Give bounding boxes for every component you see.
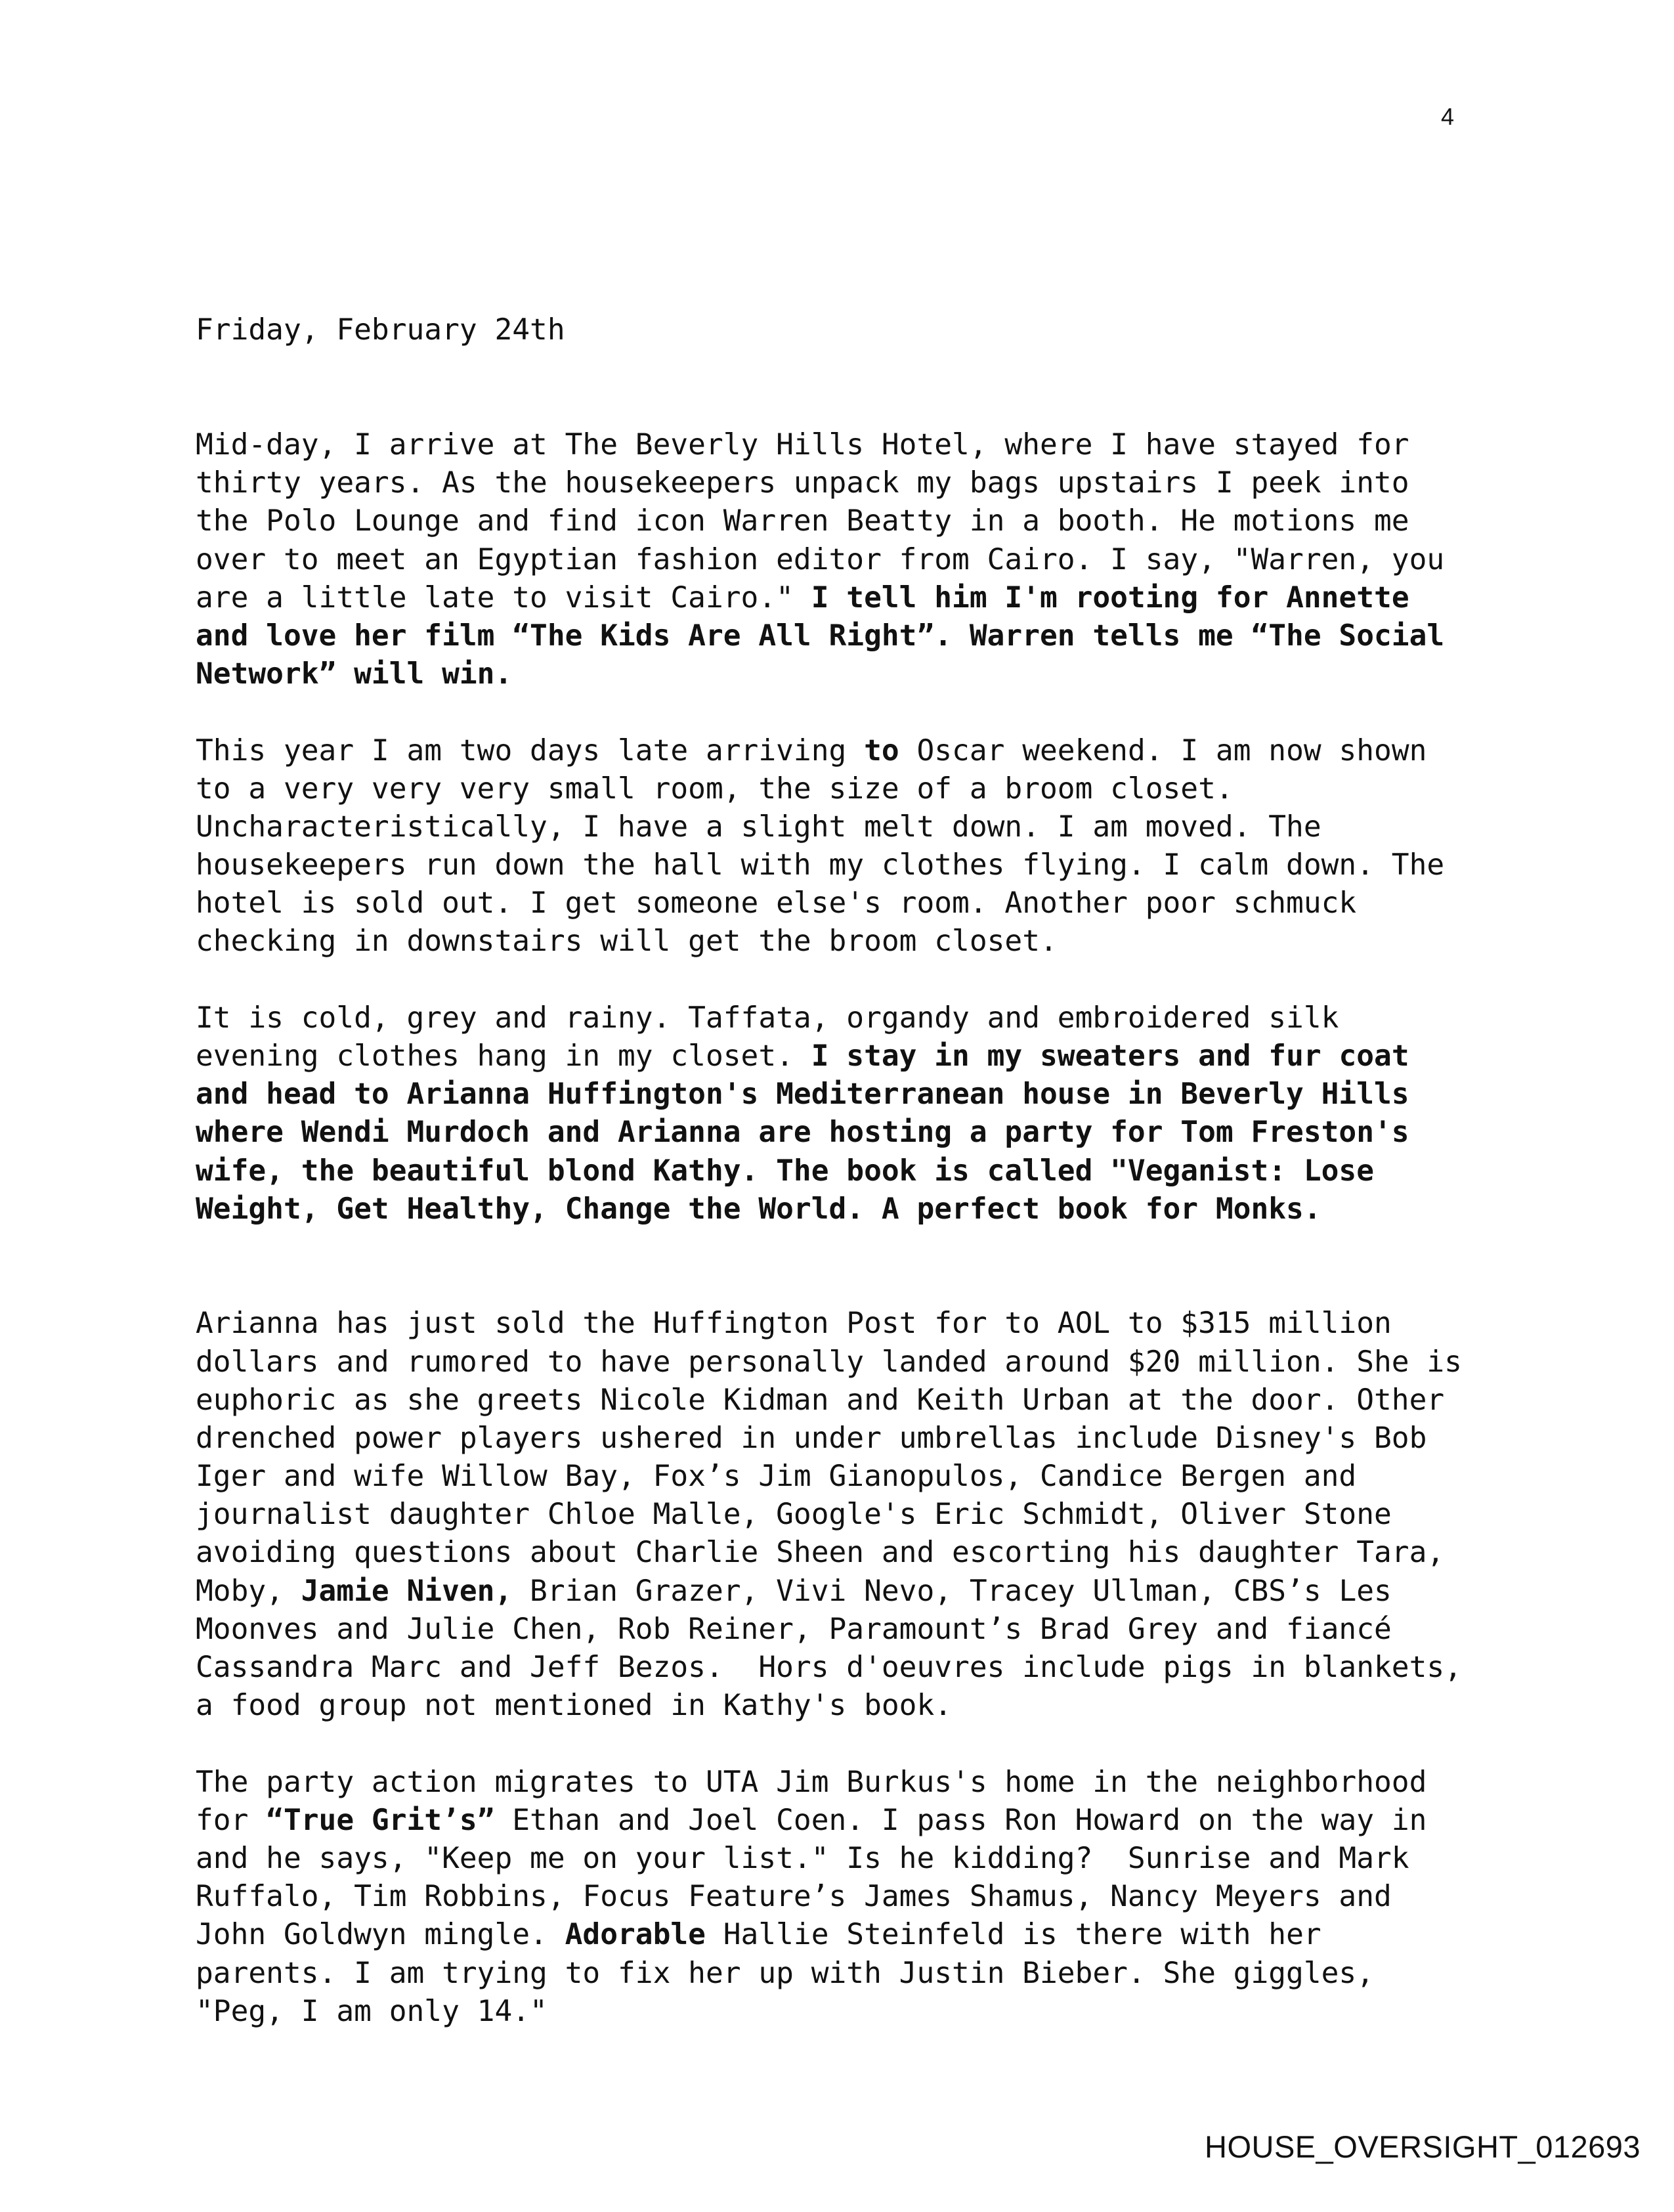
text-run: Moby, <box>196 1574 301 1608</box>
text-line <box>196 1343 1561 1381</box>
bold-text-run: Weight, Get Healthy, Change the World. A perfect book for Monks. <box>196 1192 1321 1226</box>
text-line <box>196 426 1561 464</box>
text-run: It is cold, grey and rainy. Taffata, organdy and embroidered silk <box>196 1001 1339 1035</box>
date-heading: Friday, February 24th <box>196 313 565 347</box>
text-run: Cassandra Marc and Jeff Bezos. Hors d'oeuvres include pigs in blankets, <box>196 1651 1462 1685</box>
text-line <box>196 1955 1561 1993</box>
text-line <box>196 884 1561 922</box>
paragraph <box>196 732 1561 961</box>
bold-text-run: Network” will win. <box>196 657 513 691</box>
paragraph <box>196 426 1561 693</box>
text-run: for <box>196 1803 267 1837</box>
text-line <box>196 1840 1561 1878</box>
text-run: euphoric as she greets Nicole Kidman and Keith Urban at the door. Other <box>196 1383 1445 1417</box>
text-line <box>196 732 1561 770</box>
text-line <box>196 922 1561 961</box>
text-run: hotel is sold out. I get someone else's room. Another poor schmuck <box>196 886 1357 921</box>
paragraph-gap <box>196 1725 1561 1763</box>
bold-text-run: wife, the beautiful blond Kathy. The book is called "Veganist: Lose <box>196 1154 1375 1188</box>
text-run: checking in downstairs will get the broom closet. <box>196 924 1058 959</box>
text-line <box>196 541 1561 579</box>
text-line <box>196 1458 1561 1496</box>
text-run: a food group not mentioned in Kathy's book. <box>196 1689 953 1723</box>
bold-text-run: I tell him I'm rooting for Annette <box>811 580 1409 615</box>
text-line <box>196 1152 1561 1190</box>
text-line <box>196 1190 1561 1228</box>
text-line <box>196 1037 1561 1075</box>
text-line <box>196 617 1561 655</box>
text-line <box>196 1993 1561 2031</box>
text-run: journalist daughter Chloe Malle, Google's Eric Schmidt, Oliver Stone <box>196 1498 1392 1532</box>
text-run: John Goldwyn mingle. <box>196 1918 565 1952</box>
text-line <box>196 1381 1561 1420</box>
paragraphs <box>196 426 1561 2031</box>
text-run: over to meet an Egyptian fashion editor from Cairo. I say, "Warren, you <box>196 542 1445 576</box>
paragraph-gap <box>196 961 1561 999</box>
text-run: evening clothes hang in my closet. <box>196 1039 811 1073</box>
text-run: Oscar weekend. I am now shown <box>899 733 1427 768</box>
text-line <box>196 1687 1561 1725</box>
text-run: Ethan and Joel Coen. I pass Ron Howard on the way in <box>494 1803 1427 1837</box>
text-run: thirty years. As the housekeepers unpack my bags upstairs I peek into <box>196 466 1409 500</box>
page-number: 4 <box>1441 103 1455 130</box>
text-line <box>196 1802 1561 1840</box>
text-run: Uncharacteristically, I have a slight melt down. I am moved. The <box>196 810 1321 844</box>
text-line <box>196 1114 1561 1152</box>
text-line <box>196 1420 1561 1458</box>
text-run: and he says, "Keep me on your list." Is he kidding? Sunrise and Mark <box>196 1841 1409 1875</box>
text-run: are a little late to visit Cairo." <box>196 580 811 615</box>
paragraph <box>196 1305 1561 1725</box>
text-run: the Polo Lounge and find icon Warren Beatty in a booth. He motions me <box>196 504 1409 538</box>
text-line <box>196 1764 1561 1802</box>
text-run: This year I am two days late arriving <box>196 733 865 768</box>
text-run: parents. I am trying to fix her up with Justin Bieber. She giggles, <box>196 1956 1375 1990</box>
bold-text-run: and love her film “The Kids Are All Right”. Warren tells me “The Social <box>196 618 1445 653</box>
text-line <box>196 1916 1561 1954</box>
bold-text-run: “True Grit’s” <box>266 1803 495 1837</box>
document-body <box>196 235 1561 2107</box>
text-run: Arianna has just sold the Huffington Post for to AOL to $315 million <box>196 1307 1392 1341</box>
paragraph <box>196 1764 1561 2031</box>
bold-text-run: where Wendi Murdoch and Arianna are hosting a party for Tom Freston's <box>196 1116 1409 1150</box>
bold-text-run: and head to Arianna Huffington's Mediterranean house in Beverly Hills <box>196 1077 1409 1112</box>
text-line <box>196 1496 1561 1534</box>
text-run: Brian Grazer, Vivi Nevo, Tracey Ullman, CBS’s Les <box>512 1574 1392 1608</box>
text-run: dollars and rumored to have personally landed around $20 million. She is <box>196 1345 1462 1379</box>
text-line <box>196 770 1561 808</box>
text-line <box>196 1878 1561 1916</box>
text-run: avoiding questions about Charlie Sheen and escorting his daughter Tara, <box>196 1536 1445 1570</box>
text-run: drenched power players ushered in under umbrellas include Disney's Bob <box>196 1421 1427 1455</box>
paragraph-gap <box>196 1228 1561 1305</box>
text-run: The party action migrates to UTA Jim Burkus's home in the neighborhood <box>196 1765 1427 1799</box>
bold-text-run: to <box>864 733 899 768</box>
paragraph-gap <box>196 693 1561 731</box>
text-line <box>196 502 1561 540</box>
text-run: Hallie Steinfeld is there with her <box>705 1918 1321 1952</box>
text-run: Ruffalo, Tim Robbins, Focus Feature’s James Shamus, Nancy Meyers and <box>196 1880 1392 1914</box>
text-line <box>196 655 1561 693</box>
text-line <box>196 464 1561 502</box>
text-run: Moonves and Julie Chen, Rob Reiner, Paramount’s Brad Grey and fiancé <box>196 1612 1392 1646</box>
text-run: Mid-day, I arrive at The Beverly Hills Hotel, where I have stayed for <box>196 428 1409 462</box>
text-line <box>196 579 1561 617</box>
text-line <box>196 1572 1561 1611</box>
text-line <box>196 1305 1561 1343</box>
paragraph <box>196 999 1561 1228</box>
bates-stamp: HOUSE_OVERSIGHT_012693 <box>1205 2129 1641 2164</box>
text-run: housekeepers run down the hall with my clothes flying. I calm down. The <box>196 848 1445 882</box>
text-line <box>196 846 1561 884</box>
bold-text-run: Jamie Niven, <box>301 1574 513 1608</box>
text-line <box>196 1649 1561 1687</box>
text-line <box>196 1534 1561 1572</box>
text-run: "Peg, I am only 14." <box>196 1994 547 2028</box>
bold-text-run: Adorable <box>565 1918 706 1952</box>
text-line <box>196 1075 1561 1114</box>
text-line <box>196 999 1561 1037</box>
text-line <box>196 1611 1561 1649</box>
text-line <box>196 808 1561 846</box>
text-run: to a very very very small room, the size of a broom closet. <box>196 771 1234 806</box>
text-run: Iger and wife Willow Bay, Fox’s Jim Gianopulos, Candice Bergen and <box>196 1460 1357 1494</box>
bold-text-run: I stay in my sweaters and fur coat <box>811 1039 1409 1073</box>
